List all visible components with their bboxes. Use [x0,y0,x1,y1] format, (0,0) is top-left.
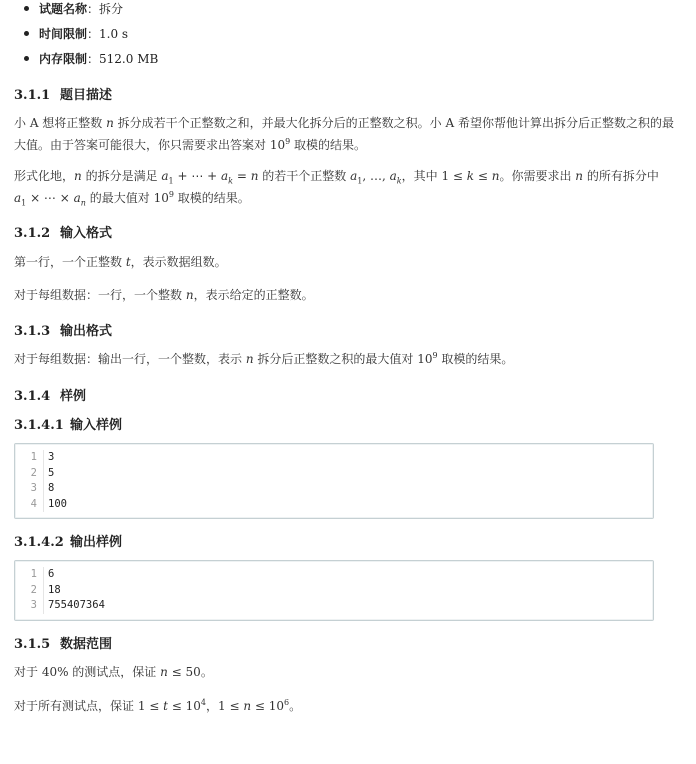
code-line: 1 6 [15,567,653,583]
code-line: 2 18 [15,583,653,599]
description-paragraph: 小 A 想将正整数 n 拆分成若干个正整数之和，并最大化拆分后的正整数之积。小 A 希望你帮他计算出拆分后正整数之积的最大值。由于答案可能很大，你只需要求出答案对 $10^9$ 取模的结果。 [14,116,674,152]
section-heading-input: 3.1.2 输入格式 [14,226,113,241]
code-line: 2 5 [15,466,653,482]
meta-item-memory-limit: 内存限制：512.0 MB [24,47,158,72]
section-heading-sample: 3.1.4 样例 [14,389,87,404]
section-heading-sample-input: 3.1.4.1 输入样例 [14,418,123,433]
code-line: 1 3 [15,450,653,466]
section-heading-output: 3.1.3 输出格式 [14,324,113,339]
section-heading-sample-output: 3.1.4.2 输出样例 [14,535,123,550]
formal-description-paragraph: 形式化地，n 的拆分是满足 $a_1$ + ⋯ + $a_k = n$ 的若干个正整数 $a_1$, …, $a_k$，其中 1 ≤ k ≤ n。你需要求出 n 的所有拆分中 $a_1$ × ⋯ × $a_n$ 的最大值对 $10^9$ 取模的结果。 [14,169,659,208]
code-line: 3 8 [15,481,653,497]
meta-item-time-limit: 时间限制：1.0 s [24,22,158,47]
output-paragraph: 对于每组数据：输出一行，一个整数，表示 n 拆分后正整数之积的最大值对 $10^9$ 取模的结果。 [14,351,514,366]
bullet-icon [24,31,29,36]
range-paragraph-1: 对于 40% 的测试点，保证 n ≤ 50。 [14,665,213,679]
sample-output-code-block[interactable] [14,560,654,621]
input-paragraph-2: 对于每组数据：一行，一个整数 n，表示给定的正整数。 [14,288,314,302]
section-heading-description: 3.1.1 题目描述 [14,88,113,103]
sample-input-code-block[interactable] [14,443,654,519]
code-line: 3 755407364 [15,598,653,614]
bullet-icon [24,6,29,11]
range-paragraph-2: 对于所有测试点，保证 $1 \le t \le 10^4$，$1 \le n \le 10^6$。 [14,698,302,713]
section-heading-range: 3.1.5 数据范围 [14,637,113,652]
input-paragraph-1: 第一行，一个正整数 t，表示数据组数。 [14,255,227,269]
meta-item-title: 试题名称：拆分 [24,0,158,22]
code-line: 4 100 [15,497,653,513]
bullet-icon [24,56,29,61]
problem-meta-list [24,0,158,72]
